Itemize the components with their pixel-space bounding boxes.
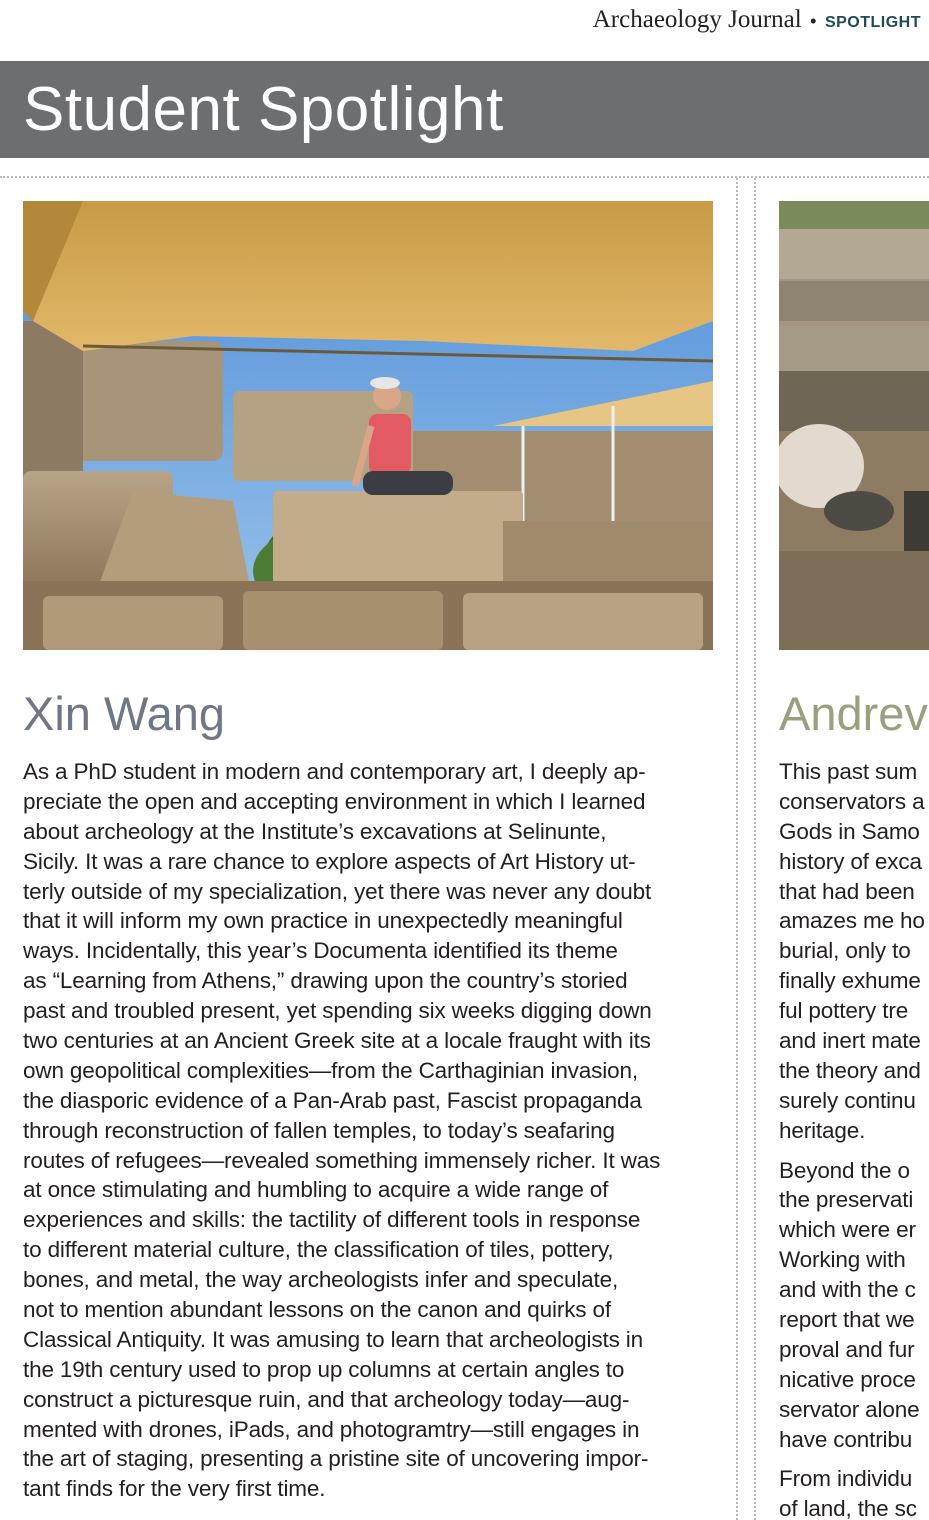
body-line: finally exhume bbox=[779, 968, 921, 994]
body-line: not to mention abundant lessons on the canon and quirks of bbox=[23, 1297, 611, 1323]
body-line: As a PhD student in modern and contemporary art, I deeply ap- bbox=[23, 759, 646, 784]
horizontal-divider bbox=[0, 176, 929, 178]
body-line: report that we bbox=[779, 1307, 915, 1333]
body-line: amazes me ho bbox=[779, 908, 925, 934]
body-line: two centuries at an Ancient Greek site at a locale fraught with its bbox=[23, 1028, 651, 1054]
body-line: routes of refugees—revealed something immensely richer. It was bbox=[23, 1147, 661, 1173]
body-line: servator alone bbox=[779, 1396, 920, 1422]
paragraph-3 bbox=[779, 1464, 929, 1520]
body-line: ful pottery tre bbox=[779, 998, 909, 1024]
body-line: the diasporic evidence of a Pan-Arab past, Fascist propaganda bbox=[23, 1087, 642, 1113]
body-line: surely continu bbox=[779, 1087, 916, 1113]
ruins-photo bbox=[779, 201, 929, 650]
body-line: heritage. bbox=[779, 1117, 866, 1143]
body-line: mented with drones, iPads, and photogramtry—still engages in bbox=[23, 1416, 640, 1442]
excavation-photo bbox=[23, 201, 713, 650]
body-line: bones, and metal, the way archeologists infer and speculate, bbox=[23, 1267, 619, 1293]
body-line: Working with bbox=[779, 1247, 906, 1273]
body-line: of land, the sc bbox=[779, 1496, 917, 1520]
body-line: as “Learning from Athens,” drawing upon the country’s storied bbox=[23, 968, 628, 994]
body-line: experiences and skills: the tactility of different tools in response bbox=[23, 1207, 641, 1233]
body-line: which were er bbox=[779, 1217, 916, 1243]
body-line: that it will inform my own practice in unexpectedly meaningful bbox=[23, 908, 623, 934]
body-line: the theory and bbox=[779, 1057, 921, 1083]
body-line: at once stimulating and humbling to acquire a wide range of bbox=[23, 1177, 609, 1203]
paragraph-1 bbox=[779, 757, 929, 1146]
body-line: Gods in Samo bbox=[779, 818, 920, 844]
body-line: ways. Incidentally, this year’s Documenta identified its theme bbox=[23, 938, 618, 964]
body-line: about archeology at the Institute’s excavations at Selinunte, bbox=[23, 818, 607, 844]
body-line: through reconstruction of fallen temples, to today’s seafaring bbox=[23, 1117, 615, 1143]
page-title: Student Spotlight bbox=[23, 75, 504, 144]
body-line: preciate the open and accepting environment in which I learned bbox=[23, 788, 646, 814]
journal-title: Archaeology Journal bbox=[592, 6, 802, 33]
body-line: burial, only to bbox=[779, 938, 911, 964]
body-line: own geopolitical complexities—from the Carthaginian invasion, bbox=[23, 1057, 638, 1083]
body-line: Sicily. It was a rare chance to explore aspects of Art History ut- bbox=[23, 848, 636, 874]
body-line: that had been bbox=[779, 878, 915, 904]
body-line: have contribu bbox=[779, 1426, 913, 1452]
body-line: past and troubled present, yet spending six weeks digging down bbox=[23, 998, 652, 1024]
column-divider-right bbox=[754, 178, 756, 1520]
body-line: the 19th century used to prop up columns at certain angles to bbox=[23, 1356, 625, 1382]
body-line: terly outside of my specialization, yet there was never any doubt bbox=[23, 878, 652, 904]
body-line: tant finds for the very first time. bbox=[23, 1476, 326, 1502]
body-line: Classical Antiquity. It was amusing to learn that archeologists in bbox=[23, 1326, 643, 1352]
paragraph-2 bbox=[779, 1156, 929, 1455]
body-line: conservators a bbox=[779, 788, 925, 814]
body-line: construct a picturesque ruin, and that archeology today—aug- bbox=[23, 1386, 630, 1412]
body-line: proval and fur bbox=[779, 1336, 915, 1362]
body-line: and inert mate bbox=[779, 1028, 921, 1054]
masthead-separator: • bbox=[810, 11, 817, 31]
body-line: the art of staging, presenting a pristine site of uncovering impor- bbox=[23, 1446, 649, 1472]
body-line: the preservati bbox=[779, 1187, 914, 1213]
article-body-andrew bbox=[779, 757, 929, 1520]
title-banner bbox=[0, 61, 929, 158]
body-line: nicative proce bbox=[779, 1366, 916, 1392]
section-label: SPOTLIGHT bbox=[824, 14, 921, 31]
body-line: From individu bbox=[779, 1466, 913, 1492]
body-line: This past sum bbox=[779, 759, 918, 784]
body-line: history of exca bbox=[779, 848, 922, 874]
masthead bbox=[593, 0, 921, 40]
column-divider-left bbox=[736, 178, 738, 1520]
body-line: to different material culture, the classification of tiles, pottery, bbox=[23, 1237, 614, 1263]
student-name-andrew: Andrev bbox=[779, 687, 928, 740]
article-body-xin-wang bbox=[23, 757, 723, 1504]
student-name-xin-wang: Xin Wang bbox=[23, 687, 226, 740]
body-line: and with the c bbox=[779, 1277, 916, 1303]
body-line: Beyond the o bbox=[779, 1157, 910, 1183]
